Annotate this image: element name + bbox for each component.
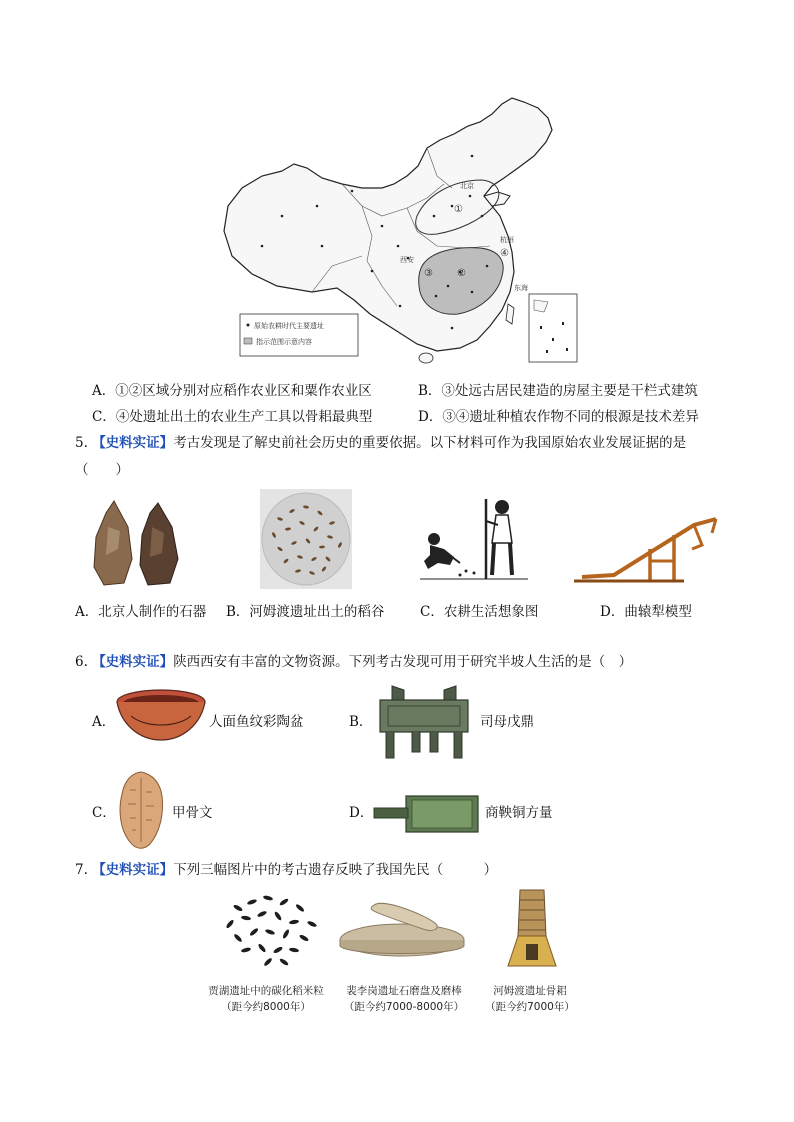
q7-stem-text: 下列三幅图片中的考古遗存反映了我国先民（ ） xyxy=(173,862,498,878)
q6-option-b-letter: B． xyxy=(349,714,373,730)
q5-number: 5. xyxy=(75,435,88,451)
q5-stem-text: 考古发现是了解史前社会历史的重要依据。以下材料可作为我国原始农业发展证据的是 xyxy=(173,435,687,451)
q6-option-c-text: 甲骨文 xyxy=(172,805,213,821)
farming-scene-image xyxy=(420,491,528,583)
q6-option-a-text: 人面鱼纹彩陶盆 xyxy=(209,714,304,730)
q7-caption-3-line2: （距今约7000年） xyxy=(485,1001,575,1013)
q7-caption-2-line2: （距今约7000-8000年） xyxy=(343,1001,465,1013)
china-map xyxy=(222,96,584,368)
q6-stem xyxy=(75,652,632,672)
painted-pottery-basin-image xyxy=(115,688,207,744)
label-xian: 西安 xyxy=(400,256,414,264)
q6-option-d-letter: D． xyxy=(349,805,374,821)
q4-option-c: C．④处遗址出土的农业生产工具以骨耜最典型 xyxy=(92,409,373,425)
q7-tag: 【史料实证】 xyxy=(92,862,174,878)
rice-grains-image xyxy=(260,489,352,589)
q5-caption-d: D．曲辕犁模型 xyxy=(600,604,692,620)
q5-paren: （ ） xyxy=(75,462,129,478)
q5-caption-b: B．河姆渡遗址出土的稻谷 xyxy=(226,604,385,620)
stone-tools-image xyxy=(88,497,184,589)
plow-model-image xyxy=(574,515,720,585)
oracle-bone-image xyxy=(116,770,166,850)
label-beijing: 北京 xyxy=(460,182,474,190)
q6-option-a-letter: A． xyxy=(92,714,116,730)
label-region-2: ② xyxy=(457,268,466,279)
carbonized-rice-image xyxy=(218,888,328,968)
stone-millstone-image xyxy=(336,896,470,960)
q6-tag: 【史料实证】 xyxy=(92,654,174,670)
label-donghai: 东海 xyxy=(514,284,528,292)
q4-option-d: D．③④遗址种植农作物不同的根源是技术差异 xyxy=(418,409,699,425)
label-region-3: ③ xyxy=(424,268,433,279)
q5-caption-c: C．农耕生活想象图 xyxy=(420,604,539,620)
label-region-1: ① xyxy=(454,204,463,215)
q6-stem-text: 陕西西安有丰富的文物资源。下列考古发现可用于研究半坡人生活的是（ ） xyxy=(173,654,633,670)
q4-option-a: A．①②区域分别对应稻作农业区和粟作农业区 xyxy=(92,383,372,399)
shang-yang-bronze-measure-image xyxy=(372,790,482,836)
map-legend xyxy=(240,314,358,356)
q7-stem xyxy=(75,860,497,880)
legend-item-1: 原始农耕时代主要遗址 xyxy=(254,322,324,330)
q6-option-c-letter: C． xyxy=(92,805,116,821)
q6-option-d-text: 商鞅铜方量 xyxy=(485,805,553,821)
bone-spade-image xyxy=(504,888,560,972)
q5-tag: 【史料实证】 xyxy=(92,435,174,451)
simuwu-ding-image xyxy=(372,682,476,762)
label-region-4: ④ xyxy=(500,248,509,259)
q6-number: 6. xyxy=(75,654,88,670)
q7-caption-2-line1: 裴李岗遗址石磨盘及磨棒 xyxy=(346,985,462,997)
q7-caption-1-line1: 贾湖遗址中的碳化稻米粒 xyxy=(208,985,324,997)
map-outline xyxy=(224,98,552,351)
q4-option-b: B．③处远古居民建造的房屋主要是干栏式建筑 xyxy=(418,383,698,399)
label-hangzhou: 杭州 xyxy=(500,236,514,244)
q5-stem xyxy=(75,433,686,453)
q6-option-b-text: 司母戊鼎 xyxy=(480,714,534,730)
q5-caption-a: A．北京人制作的石器 xyxy=(75,604,207,620)
legend-item-2: 指示范围示意内容 xyxy=(256,338,312,346)
q7-caption-3-line1: 河姆渡遗址骨耜 xyxy=(493,985,567,997)
q7-caption-1-line2: （距今约8000年） xyxy=(221,1001,311,1013)
q7-number: 7. xyxy=(75,862,88,878)
